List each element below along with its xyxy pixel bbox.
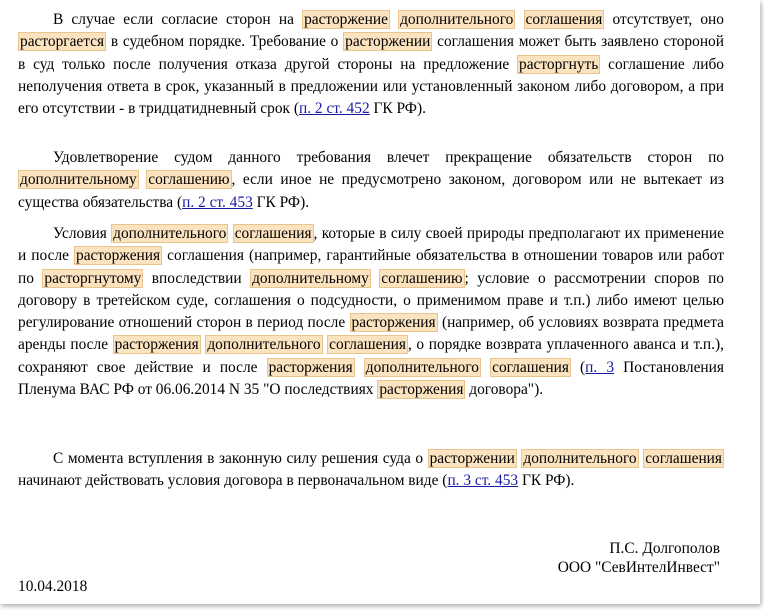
highlighted-term: дополнительному xyxy=(252,269,369,287)
highlighted-term: расторжения xyxy=(114,336,199,354)
law-reference-link[interactable]: п. 3 xyxy=(585,358,615,376)
paragraph-3: Условия дополнительного соглашения , которые в силу своей природы предполагают их применение и после расторжения соглашения (например, гарантийные обязательства в отношении товаров или работ по расторгнутому впоследствии дополнительному соглашению ; условие о рассмотрении споров по договору в третейском суде, соглашения о подсудности, о применимом праве и т.п.) либо имеют целью регулирование отношений сторон в период после расторжения (например, об условиях возврата предмета аренды после расторжения дополнительного соглашения , о порядке возврата уплаченного аванса и т.п.), сохраняют свое действие и после расторжения дополнительного соглашения (п. 3 Постановления Пленума ВАС РФ от 06.06.2014 N 35 "О последствиях расторжения договора"). xyxy=(18,225,724,399)
highlighted-term: дополнительному xyxy=(20,171,137,189)
highlighted-term: расторгнутому xyxy=(44,269,142,287)
highlighted-term: дополнительного xyxy=(400,11,514,28)
highlighted-term: расторжения xyxy=(351,314,436,332)
highlighted-term: дополнительного xyxy=(365,358,480,376)
highlighted-term: соглашения xyxy=(492,358,569,376)
highlighted-term: расторжении xyxy=(345,33,431,51)
signature-author: П.С. Долгополов xyxy=(609,540,720,557)
highlighted-term: соглашения xyxy=(329,336,406,354)
highlighted-term: расторжении xyxy=(429,450,515,467)
highlighted-term: соглашения xyxy=(525,11,603,28)
highlighted-term: соглашения xyxy=(234,225,312,242)
law-reference-link[interactable]: п. 3 ст. 453 xyxy=(447,472,519,490)
highlighted-term: соглашения xyxy=(645,450,722,467)
highlighted-term: соглашению xyxy=(148,171,230,189)
signature-company: ООО "СевИнтелИнвест" xyxy=(557,559,720,576)
law-reference-link[interactable]: п. 2 ст. 452 xyxy=(298,100,370,118)
highlighted-term: расторгнуть xyxy=(519,55,599,73)
highlighted-term: расторгается xyxy=(20,33,105,51)
highlighted-term: дополнительного xyxy=(523,450,637,467)
highlighted-term: соглашению xyxy=(381,269,463,287)
paragraph-1: В случае если согласие сторон на расторжение дополнительного соглашения отсутствует, оно расторгается в судебном порядке. Требование о расторжении соглашения может быть заявлено стороной в суд только после получения отказа другой стороны на предложение расторгнуть соглашение либо неполучения ответа в срок, указанный в предложении или установленный законом либо договором, а при его отсутствии - в тридцатидневный срок (п. 2 ст. 452 ГК РФ). xyxy=(18,11,724,118)
law-reference-link[interactable]: п. 2 ст. 453 xyxy=(182,193,253,211)
highlighted-term: дополнительного xyxy=(113,225,227,242)
highlighted-term: дополнительного xyxy=(207,336,321,354)
highlighted-term: расторжение xyxy=(304,11,388,28)
document-date: 10.04.2018 xyxy=(18,578,88,595)
highlighted-term: расторжения xyxy=(379,381,464,399)
highlighted-term: расторжения xyxy=(268,358,353,376)
highlighted-term: расторжения xyxy=(76,247,161,265)
paragraph-4: С момента вступления в законную силу решения суда о расторжении дополнительного соглашения начинают действовать условия договора в первоначальном виде (п. 3 ст. 453 ГК РФ). xyxy=(18,450,722,490)
paragraph-2: Удовлетворение судом данного требования влечет прекращение обязательств сторон по дополнительному соглашению , если иное не предусмотрено законом, договором или не вытекает из существа обязательства (п. 2 ст. 453 ГК РФ). xyxy=(18,149,724,211)
